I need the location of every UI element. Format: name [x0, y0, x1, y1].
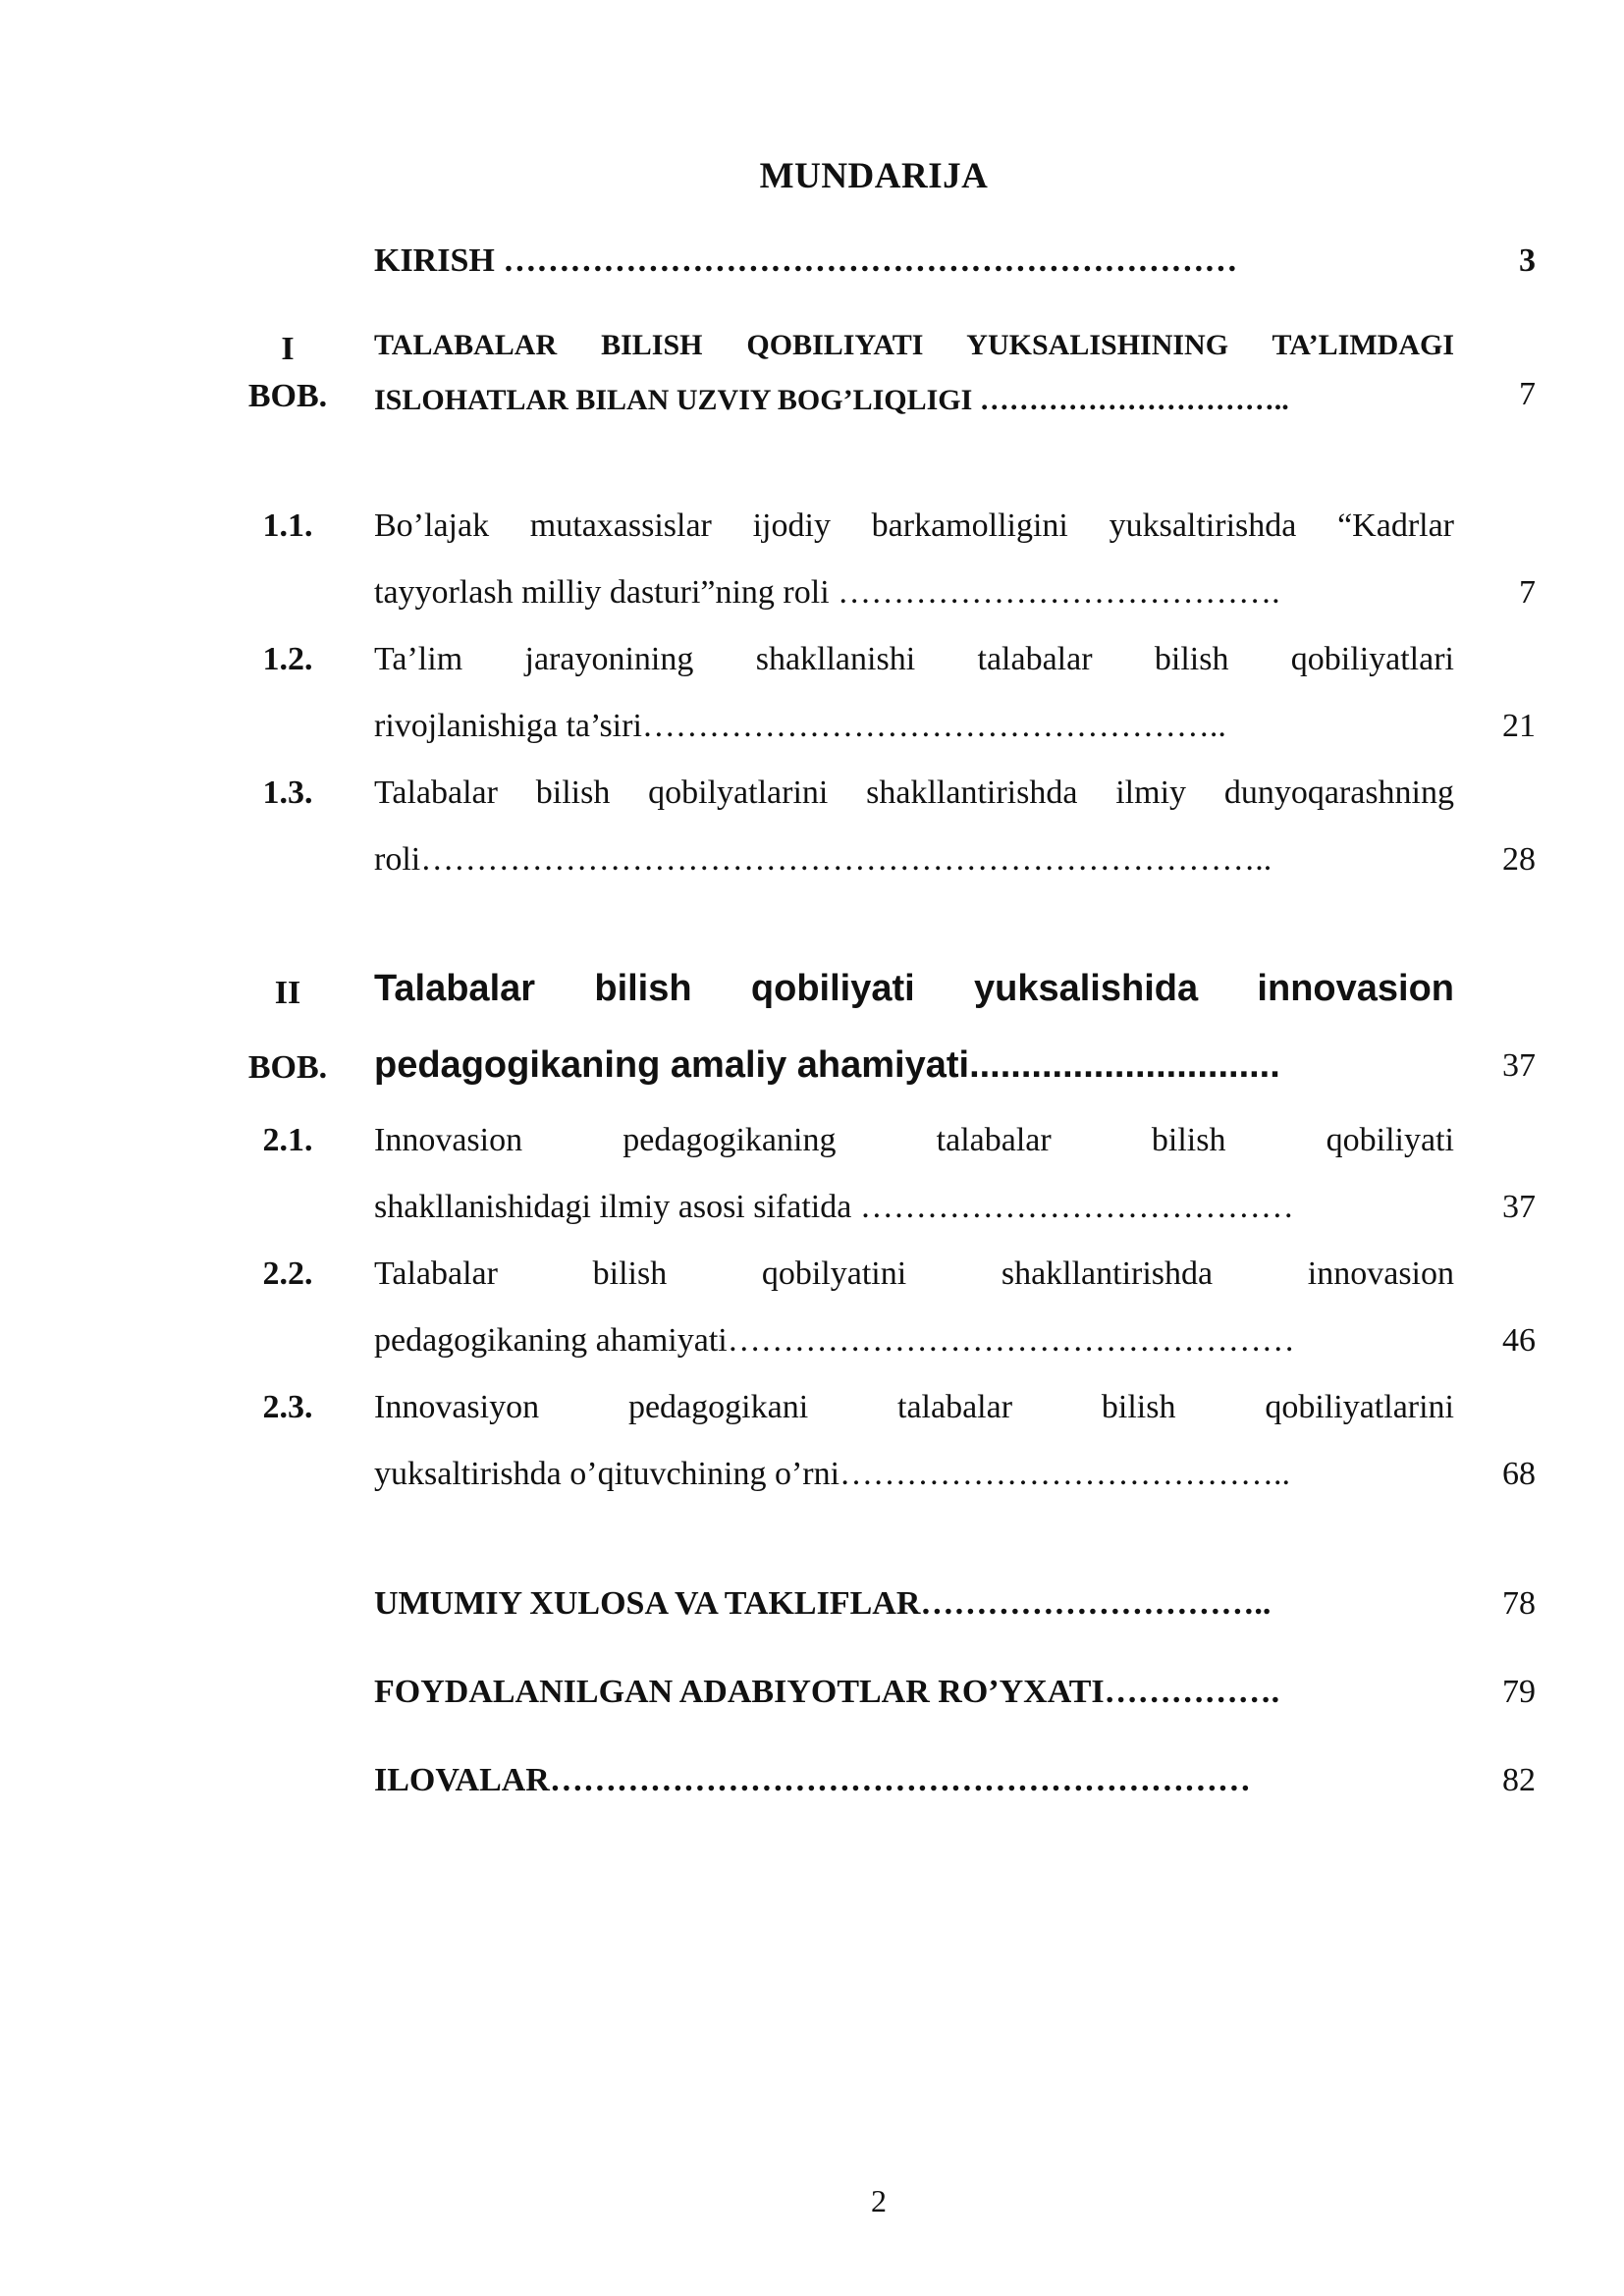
toc-entry-appendices: ILOVALAR……………………………………………………… — [374, 1762, 1251, 1798]
chapter-2-title-line2: pedagogikaning amaliy ahamiyati.............................. — [374, 1044, 1280, 1086]
chapter-1-label: BOB. — [247, 378, 328, 414]
section-2-3-line1: Innovasiyon pedagogikani talabalar bilish qobiliyatlarini — [374, 1389, 1454, 1425]
toc-entry-section-1-1 — [374, 493, 1454, 626]
section-2-1-line2: shakllanishidagi ilmiy asosi sifatida ………………………………… — [374, 1189, 1294, 1225]
toc-entry-section-1-2 — [374, 626, 1454, 760]
toc-page-chapter-2: 37 — [1502, 1047, 1536, 1084]
toc-entry-section-1-3 — [374, 760, 1454, 893]
page-title: MUNDARIJA — [759, 156, 989, 196]
toc-page-kirish: 3 — [1519, 242, 1536, 279]
toc-page-section-1-2: 21 — [1502, 708, 1536, 744]
toc-entry-section-2-3 — [374, 1374, 1454, 1508]
toc-entry-kirish: KIRISH ………………………………………………………… — [374, 242, 1238, 279]
section-2-2-number: 2.2. — [262, 1255, 313, 1292]
toc-entry-chapter-1 — [374, 318, 1454, 428]
section-1-3-line1: Talabalar bilish qobilyatlarini shakllantirishda ilmiy dunyoqarashning — [374, 774, 1454, 811]
toc-page-conclusion: 78 — [1502, 1585, 1536, 1622]
section-1-2-line1: Ta’lim jarayonining shakllanishi talabalar bilish qobiliyatlari — [374, 641, 1454, 677]
section-1-2-number: 1.2. — [262, 641, 313, 677]
section-2-1-line1: Innovasion pedagogikaning talabalar bilish qobiliyati — [374, 1122, 1454, 1158]
section-2-1-number: 2.1. — [262, 1122, 313, 1158]
section-1-1-line2: tayyorlash milliy dasturi”ning roli …………………………………. — [374, 574, 1280, 611]
toc-page-appendices: 82 — [1502, 1762, 1536, 1798]
chapter-1-number: I — [281, 331, 295, 367]
section-1-1-number: 1.1. — [262, 507, 313, 544]
toc-page-section-2-1: 37 — [1502, 1189, 1536, 1225]
section-1-3-number: 1.3. — [262, 774, 313, 811]
toc-entry-conclusion: UMUMIY XULOSA VA TAKLIFLAR………………………….. — [374, 1585, 1272, 1622]
toc-entry-section-2-2 — [374, 1241, 1454, 1374]
section-1-3-line2: roli………………………………………………………………….. — [374, 841, 1272, 878]
chapter-2-title-line1: Talabalar bilish qobiliyati yuksalishida innovasion — [374, 968, 1454, 1009]
toc-entry-chapter-2 — [374, 950, 1454, 1103]
section-2-3-number: 2.3. — [262, 1389, 313, 1425]
toc-page-bibliography: 79 — [1502, 1674, 1536, 1710]
section-2-2-line1: Talabalar bilish qobilyatini shakllantirishda innovasion — [374, 1255, 1454, 1292]
chapter-2-number: II — [274, 975, 301, 1011]
section-1-1-line1: Bo’lajak mutaxassislar ijodiy barkamolligini yuksaltirishda “Kadrlar — [374, 507, 1454, 544]
toc-page-section-1-1: 7 — [1519, 574, 1536, 611]
toc-entry-section-2-1 — [374, 1107, 1454, 1241]
chapter-2-label: BOB. — [247, 1049, 328, 1086]
toc-page-chapter-1: 7 — [1519, 376, 1536, 412]
toc-page-section-2-3: 68 — [1502, 1456, 1536, 1492]
section-2-3-line2: yuksaltirishda o’qituvchining o’rni………………………………….. — [374, 1456, 1291, 1492]
chapter-1-title-line1: TALABALAR BILISH QOBILIYATI YUKSALISHINING TA’LIMDAGI — [374, 329, 1454, 361]
toc-entry-bibliography: FOYDALANILGAN ADABIYOTLAR RO’YXATI……………. — [374, 1674, 1280, 1710]
section-2-2-line2: pedagogikaning ahamiyati…………………………………………… — [374, 1322, 1295, 1359]
toc-page-section-2-2: 46 — [1502, 1322, 1536, 1359]
chapter-1-title-line2: ISLOHATLAR BILAN UZVIY BOG’LIQLIGI ………………………….. — [374, 384, 1289, 416]
section-1-2-line2: rivojlanishiga ta’siri…………………………………………….. — [374, 708, 1226, 744]
toc-page-section-1-3: 28 — [1502, 841, 1536, 878]
footer-page-number: 2 — [871, 2183, 887, 2218]
